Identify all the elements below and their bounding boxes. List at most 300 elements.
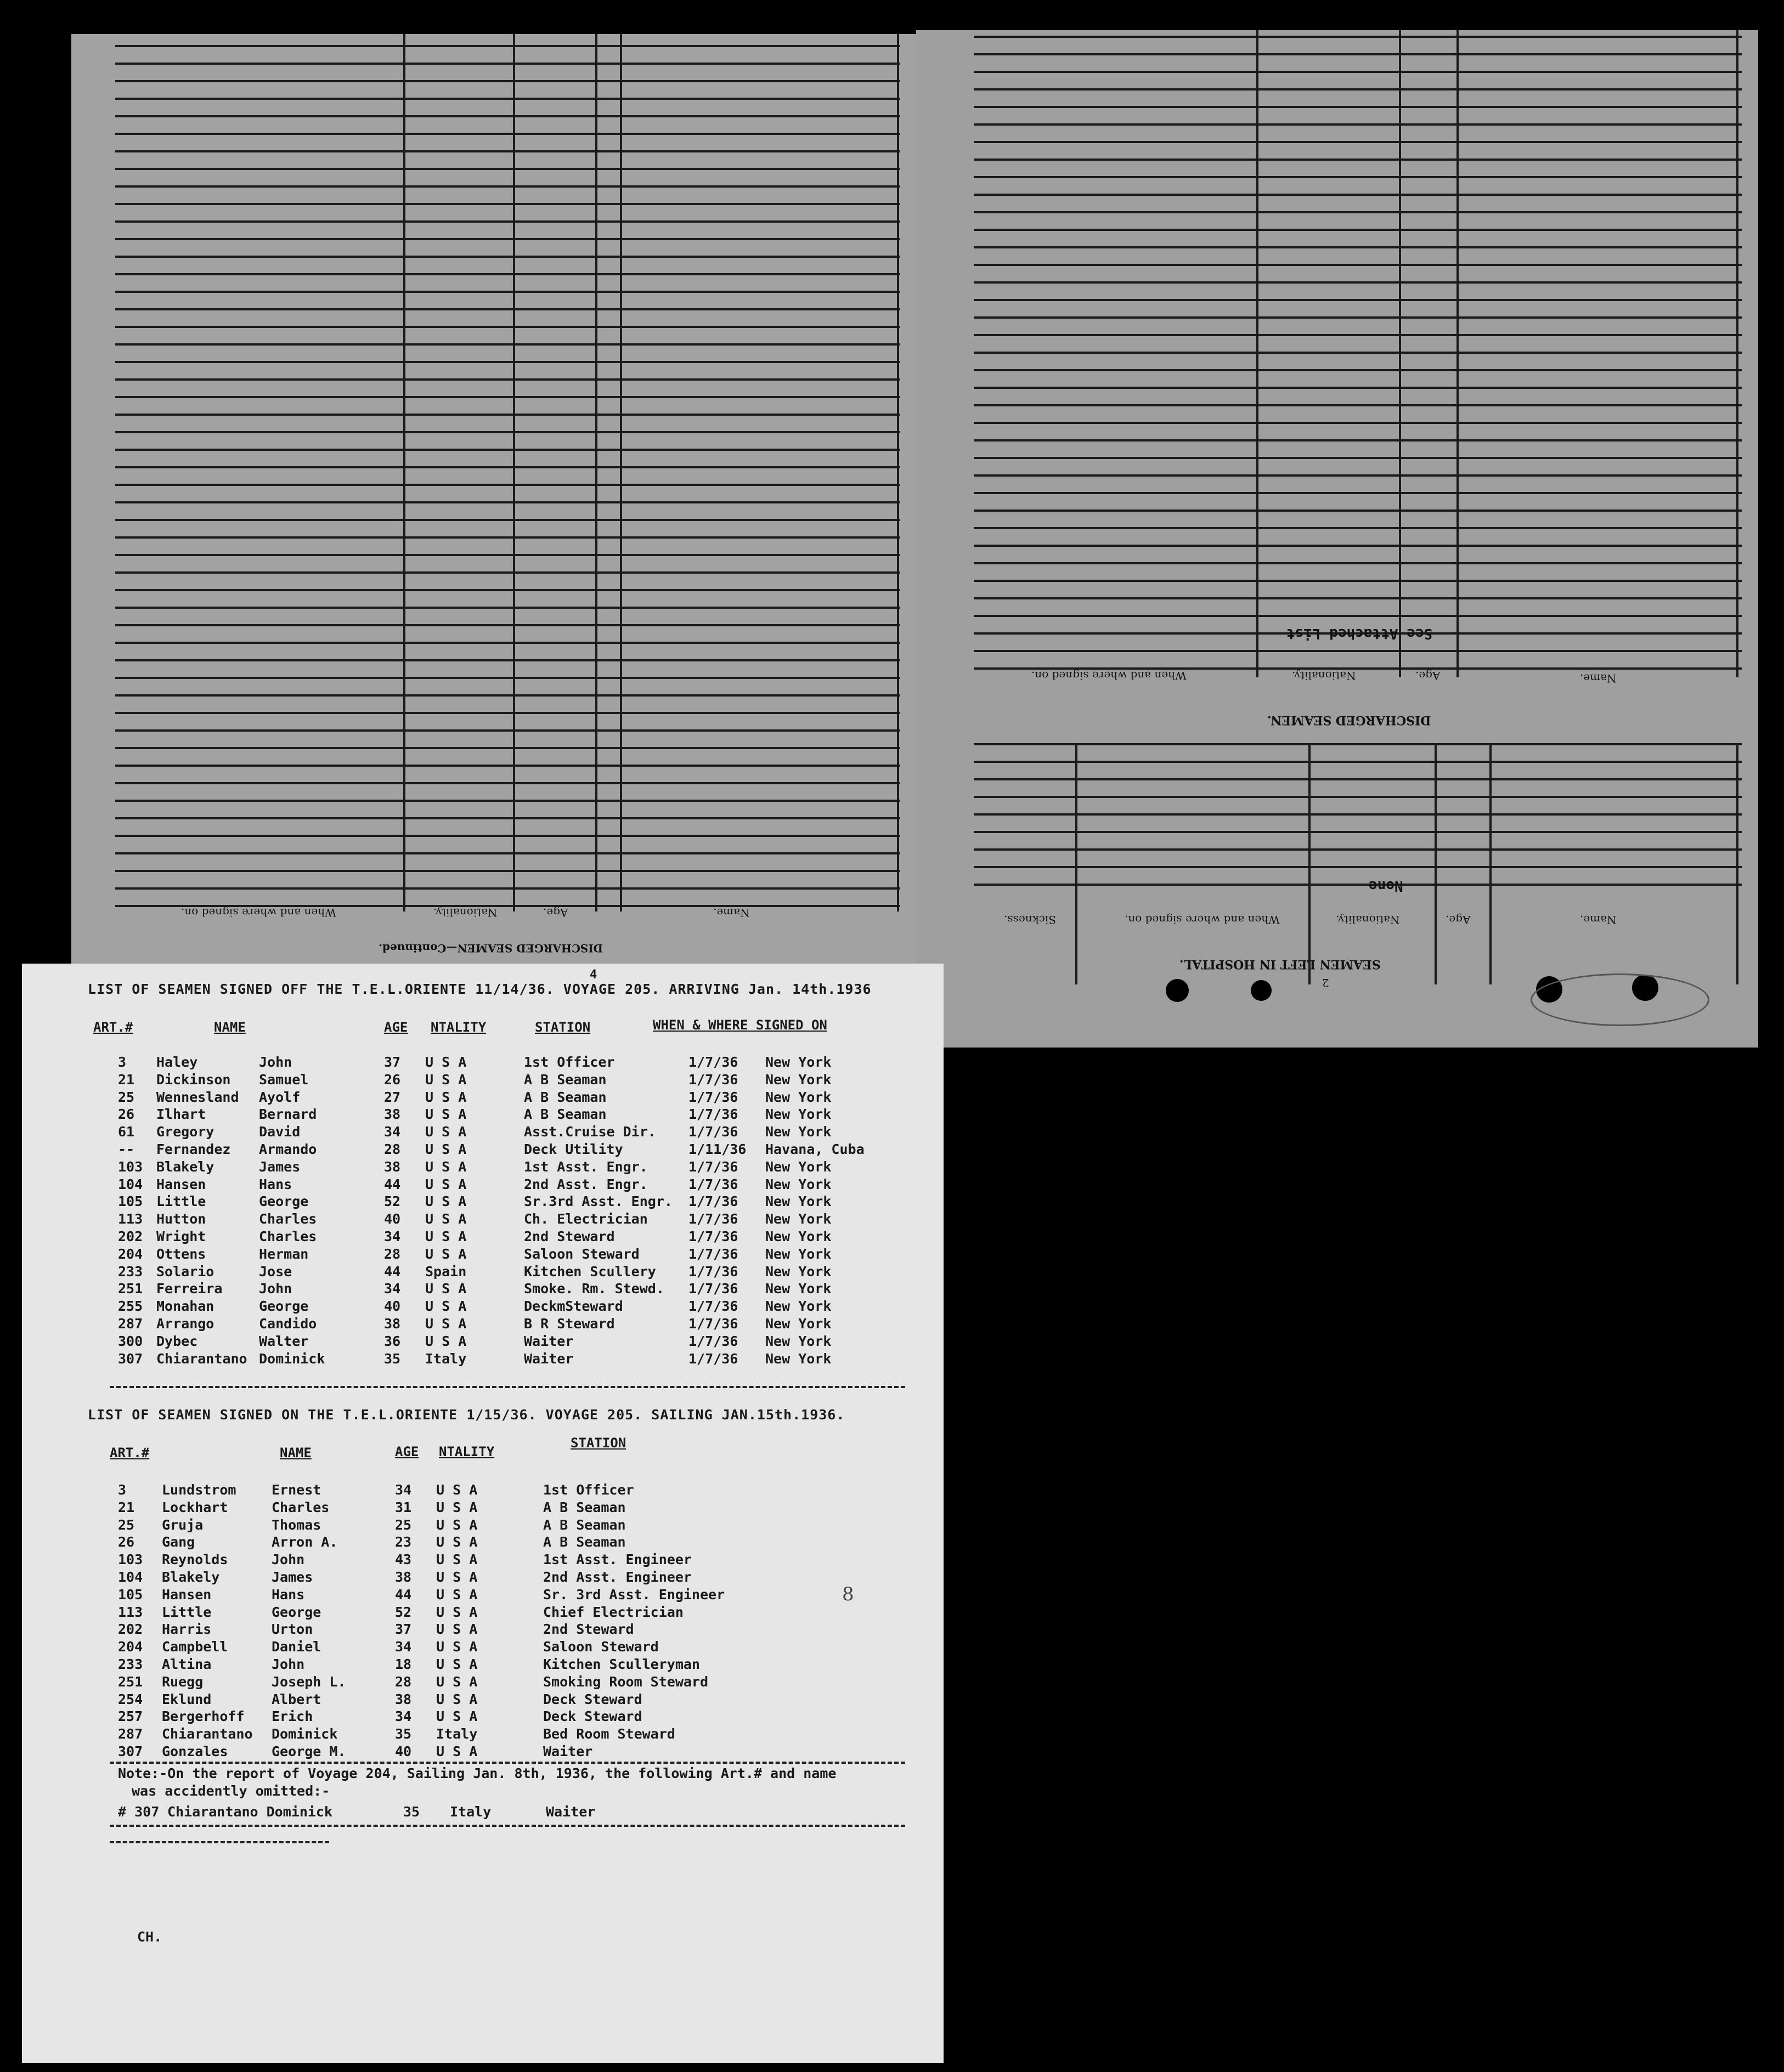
ruled-line [115,765,900,767]
given-name: Herman [259,1246,309,1262]
ruled-line [115,378,900,381]
ruled-line [974,562,1742,564]
ruled-line [115,203,900,205]
nationality: U S A [425,1141,467,1157]
table-row [22,1691,944,1709]
signed-off-title: LIST OF SEAMEN SIGNED OFF THE T.E.L.ORIENTE 11/14/36. VOYAGE 205. ARRIVING Jan. 14th.1936 [88,981,872,997]
punch-hole-mark [1166,979,1189,1002]
age: 36 [384,1333,401,1349]
column-header-name: Name. [713,906,750,919]
given-name: John [272,1656,305,1672]
section-divider [110,1386,905,1388]
ruled-line [115,449,900,451]
ruled-line [115,642,900,644]
ruled-line [115,115,900,117]
station: 2nd Steward [543,1621,634,1638]
signed-on-date: 1/7/36 [688,1124,738,1140]
table-row [22,1229,944,1246]
art-number: 204 [118,1246,143,1262]
surname: Ruegg [162,1673,204,1690]
ruled-line [115,185,900,188]
column-header-age: Age. [543,906,568,919]
age: 44 [395,1586,412,1603]
ruled-line [115,835,900,837]
art-number: 3 [118,1482,127,1498]
nationality: U S A [425,1298,467,1315]
age: 52 [395,1604,412,1620]
ruled-line [115,607,900,609]
ruled-line [974,123,1742,126]
station: 2nd Asst. Engineer [543,1569,692,1585]
ruled-line [115,852,900,854]
station: Sr. 3rd Asst. Engineer [543,1586,725,1603]
signed-on-date: 1/11/36 [688,1141,747,1157]
table-row [22,1141,944,1159]
art-number: 105 [118,1193,143,1210]
given-name: James [272,1569,313,1585]
surname: Chiarantano [156,1350,247,1367]
ruled-line [115,45,900,47]
nationality: U S A [425,1089,467,1105]
surname: Eklund [162,1691,212,1707]
table-row [22,1604,944,1622]
nationality: U S A [425,1193,467,1210]
age: 38 [395,1569,412,1585]
station: A B Seaman [543,1534,626,1550]
art-number: 233 [118,1263,143,1280]
nationality: Spain [425,1263,467,1280]
surname: Chiarantano [162,1726,253,1742]
surname: Fernandez [156,1141,231,1157]
table-row [22,1054,944,1072]
table-row [22,1124,944,1141]
table-row [22,1708,944,1726]
ruled-line [974,474,1742,477]
surname: Wright [156,1229,206,1244]
surname: Reynolds [162,1552,228,1568]
ruled-line [974,492,1742,494]
station: Ch. Electrician [524,1211,648,1227]
age: 18 [395,1656,412,1672]
art-number: 287 [118,1726,143,1742]
age: 35 [395,1726,412,1742]
given-name: Hans [259,1176,292,1192]
signed-on-date: 1/7/36 [688,1211,738,1227]
ruled-line [115,220,900,223]
col-when-where: WHEN & WHERE SIGNED ON [653,1017,827,1033]
discharged-col-name: Name. [1580,672,1617,685]
nationality: U S A [425,1229,467,1244]
table-row [22,1159,944,1176]
surname: Gruja [162,1516,204,1533]
ruled-line [115,168,900,170]
form-page-number: 2 [1322,976,1329,989]
col-name: NAME [280,1445,312,1460]
section-divider [110,1762,905,1764]
signed-on-place: New York [765,1333,832,1349]
art-number: 113 [118,1211,143,1227]
ruled-line [115,431,900,433]
col-art: ART.# [110,1445,150,1460]
given-name: Bernard [259,1106,317,1123]
surname: Hutton [156,1211,206,1227]
ruled-line [974,761,1742,763]
table-row [22,1298,944,1316]
ruled-line [115,659,900,661]
surname: Bergerhoff [162,1708,245,1725]
station: Chief Electrician [543,1604,684,1620]
surname: Gang [162,1534,195,1550]
signed-on-date: 1/7/36 [688,1176,738,1192]
ruled-line [115,133,900,135]
section-divider [110,1825,905,1827]
given-name: Armando [259,1141,317,1157]
ruled-line [115,150,900,152]
signed-on-place: New York [765,1229,832,1244]
surname: Gonzales [162,1743,228,1759]
signed-on-place: New York [765,1124,832,1140]
discharged-col-age: Age. [1415,669,1441,682]
table-row [22,1499,944,1517]
nationality: U S A [436,1552,478,1568]
ruled-line [974,527,1742,529]
nationality: U S A [425,1211,467,1227]
station: 2nd Asst. Engr. [524,1176,648,1192]
age: 34 [384,1124,401,1140]
hospital-col-when-where: When and where signed on. [1125,913,1280,926]
given-name: George M. [272,1743,346,1759]
hospital-col-name: Name. [1580,913,1617,926]
signed-on-place: New York [765,1106,832,1123]
ruled-line [115,817,900,819]
note-age: 35 [403,1804,420,1820]
art-number: 26 [118,1106,135,1123]
age: 34 [384,1229,401,1244]
surname: Haley [156,1054,198,1070]
nationality: U S A [425,1106,467,1123]
given-name: Dominick [259,1350,325,1367]
ruled-line [115,256,900,258]
nationality: U S A [425,1316,467,1332]
age: 37 [384,1054,401,1070]
table-row [22,1072,944,1089]
station: Saloon Steward [543,1639,659,1655]
ruled-line [115,63,900,65]
given-name: George [259,1298,309,1315]
ruled-line [115,396,900,398]
col-art: ART.# [93,1020,133,1035]
hospital-title: SEAMEN LEFT IN HOSPITAL. [1179,957,1381,971]
age: 28 [395,1673,412,1690]
ruled-line [974,884,1742,886]
art-number: 104 [118,1176,143,1192]
art-number: 104 [118,1569,143,1585]
surname: Monahan [156,1298,214,1315]
given-name: Ayolf [259,1089,301,1105]
note-art: # 307 [118,1804,160,1820]
note-nationality: Italy [450,1804,492,1820]
age: 31 [395,1499,412,1515]
art-number: 3 [118,1054,127,1070]
ruled-line [974,176,1742,178]
ruled-line [974,404,1742,406]
column-rule [620,34,622,912]
station: Waiter [524,1333,574,1349]
hospital-col-nationality: Nationality. [1336,913,1400,926]
station: Saloon Steward [524,1246,640,1262]
ruled-line [115,677,900,679]
column-rule [513,34,515,912]
ruled-line [115,308,900,310]
ruled-line [974,369,1742,371]
art-number: 113 [118,1604,143,1620]
art-number: 21 [118,1071,135,1088]
column-rule [595,34,597,912]
art-number: 105 [118,1586,143,1603]
table-row [22,1264,944,1281]
signed-on-date: 1/7/36 [688,1106,738,1123]
col-station: STATION [571,1435,626,1451]
col-nationality: NTALITY [431,1020,487,1035]
ruled-line [115,361,900,363]
ruled-line [115,484,900,486]
ruled-line [974,545,1742,547]
station: Waiter [543,1743,593,1759]
nationality: U S A [425,1281,467,1297]
station: Deck Utility [524,1141,623,1157]
ruled-line [115,870,900,872]
given-name: Thomas [272,1516,321,1533]
table-row [22,1639,944,1656]
signed-on-date: 1/7/36 [688,1316,738,1332]
station: 1st Asst. Engineer [543,1552,692,1568]
nationality: U S A [436,1708,478,1725]
ruled-line [974,778,1742,780]
table-row [22,1726,944,1743]
station: 1st Officer [543,1482,634,1498]
faint-oval-stamp [1531,973,1709,1026]
ruled-line [115,887,900,890]
age: 43 [395,1552,412,1568]
ruled-line [974,106,1742,108]
ruled-line [974,439,1742,441]
col-age: AGE [395,1444,419,1459]
age: 34 [384,1281,401,1297]
surname: Lundstrom [162,1482,236,1498]
nationality: U S A [425,1333,467,1349]
art-number: 25 [118,1516,135,1533]
art-number: 202 [118,1621,143,1638]
age: 27 [384,1089,401,1105]
ruled-line [974,387,1742,389]
age: 35 [384,1350,401,1367]
given-name: Erich [272,1708,313,1725]
age: 28 [384,1141,401,1157]
table-row [22,1587,944,1604]
table-row [22,1333,944,1351]
age: 40 [384,1298,401,1315]
ruled-line [115,466,900,468]
given-name: Charles [259,1229,317,1244]
hospital-col-sickness: Sickness. [1004,913,1057,926]
surname: Ilhart [156,1106,206,1123]
ruled-line [115,80,900,82]
ruled-line [974,53,1742,55]
ruled-line [974,813,1742,816]
ruled-line [974,352,1742,354]
station: A B Seaman [524,1071,607,1088]
ruled-line [115,343,900,346]
given-name: Walter [259,1333,309,1349]
nationality: U S A [436,1604,478,1620]
age: 38 [384,1158,401,1175]
age: 38 [384,1106,401,1123]
signed-on-date: 1/7/36 [688,1333,738,1349]
ruled-line [974,71,1742,73]
given-name: Arron A. [272,1534,338,1550]
surname: Little [156,1193,206,1210]
surname: Blakely [156,1158,214,1175]
station: Smoking Room Steward [543,1673,709,1690]
table-row [22,1176,944,1194]
signed-on-place: New York [765,1263,832,1280]
ruled-line [115,501,900,503]
ruled-line [115,536,900,539]
age: 28 [384,1246,401,1262]
signed-on-place: New York [765,1211,832,1227]
given-name: Joseph L. [272,1673,346,1690]
signed-on-date: 1/7/36 [688,1298,738,1315]
table-row [22,1106,944,1124]
signed-on-place: New York [765,1350,832,1367]
given-name: James [259,1158,301,1175]
ruled-line [115,238,900,240]
surname: Wennesland [156,1089,239,1105]
punch-hole-mark [1251,980,1272,1001]
given-name: Hans [272,1586,305,1603]
page-number: 4 [590,968,597,982]
ruled-line [115,98,900,100]
ruled-line [115,694,900,697]
surname: Harris [162,1621,212,1638]
surname: Blakely [162,1569,220,1585]
art-number: 204 [118,1639,143,1655]
nationality: U S A [436,1621,478,1638]
station: A B Seaman [543,1499,626,1515]
given-name: Urton [272,1621,313,1638]
col-station: STATION [535,1020,591,1035]
station: DeckmSteward [524,1298,623,1315]
table-row [22,1552,944,1569]
column-rule [897,34,899,912]
age: 34 [395,1482,412,1498]
nationality: U S A [436,1691,478,1707]
art-number: 307 [118,1743,143,1759]
ruled-line [974,597,1742,599]
art-number: -- [118,1141,135,1157]
ruled-line [974,580,1742,582]
station: Deck Steward [543,1691,642,1707]
table-row [22,1281,944,1298]
nationality: U S A [436,1499,478,1515]
ruled-line [115,729,900,732]
ruled-line [115,326,900,328]
ruled-line [115,571,900,574]
art-number: 233 [118,1656,143,1672]
given-name: George [259,1193,309,1210]
nationality: Italy [436,1726,478,1742]
table-row [22,1211,944,1229]
station: Kitchen Scullery [524,1263,656,1280]
table-row [22,1089,944,1107]
age: 25 [395,1516,412,1533]
surname: Hansen [162,1586,212,1603]
art-number: 103 [118,1158,143,1175]
age: 34 [395,1708,412,1725]
table-row [22,1743,944,1761]
age: 34 [395,1639,412,1655]
age: 52 [384,1193,401,1210]
nationality: U S A [425,1071,467,1088]
ruled-line [974,246,1742,248]
discharged-col-when-where: When and where signed on. [1031,669,1187,682]
ruled-line [974,615,1742,617]
age: 38 [384,1316,401,1332]
art-number: 255 [118,1298,143,1315]
ruled-line [974,211,1742,213]
station: A B Seaman [543,1516,626,1533]
ruled-line [974,334,1742,336]
station: A B Seaman [524,1106,607,1123]
table-row [22,1482,944,1499]
ruled-line [115,747,900,749]
note-line-2: was accidently omitted:- [132,1783,330,1799]
ruled-line [115,273,900,275]
table-row [22,1534,944,1552]
table-row [22,1569,944,1587]
signed-on-date: 1/7/36 [688,1281,738,1297]
signed-on-place: New York [765,1158,832,1175]
given-name: Albert [272,1691,321,1707]
table-row [22,1656,944,1674]
age: 40 [384,1211,401,1227]
nationality: U S A [436,1482,478,1498]
column-header-nationality: Nationality. [433,906,498,919]
given-name: Charles [272,1499,330,1515]
station: Bed Room Steward [543,1726,675,1742]
nationality: U S A [436,1516,478,1533]
surname: Campbell [162,1639,228,1655]
ruled-line [974,509,1742,512]
signed-on-title: LIST OF SEAMEN SIGNED ON THE T.E.L.ORIENTE 1/15/36. VOYAGE 205. SAILING JAN.15th.1936. [88,1407,845,1423]
signed-on-date: 1/7/36 [688,1263,738,1280]
ruled-line [974,422,1742,424]
age: 37 [395,1621,412,1638]
nationality: U S A [436,1673,478,1690]
ruled-line [115,554,900,556]
ruled-line [115,712,900,714]
ruled-line [974,848,1742,851]
ruled-line [115,589,900,591]
signed-on-date: 1/7/36 [688,1071,738,1088]
ruled-line [974,141,1742,143]
surname: Ferreira [156,1281,223,1297]
col-name: NAME [214,1020,246,1035]
ruled-line [974,88,1742,90]
signed-on-date: 1/7/36 [688,1054,738,1070]
station: A B Seaman [524,1089,607,1105]
ruled-line [974,158,1742,161]
